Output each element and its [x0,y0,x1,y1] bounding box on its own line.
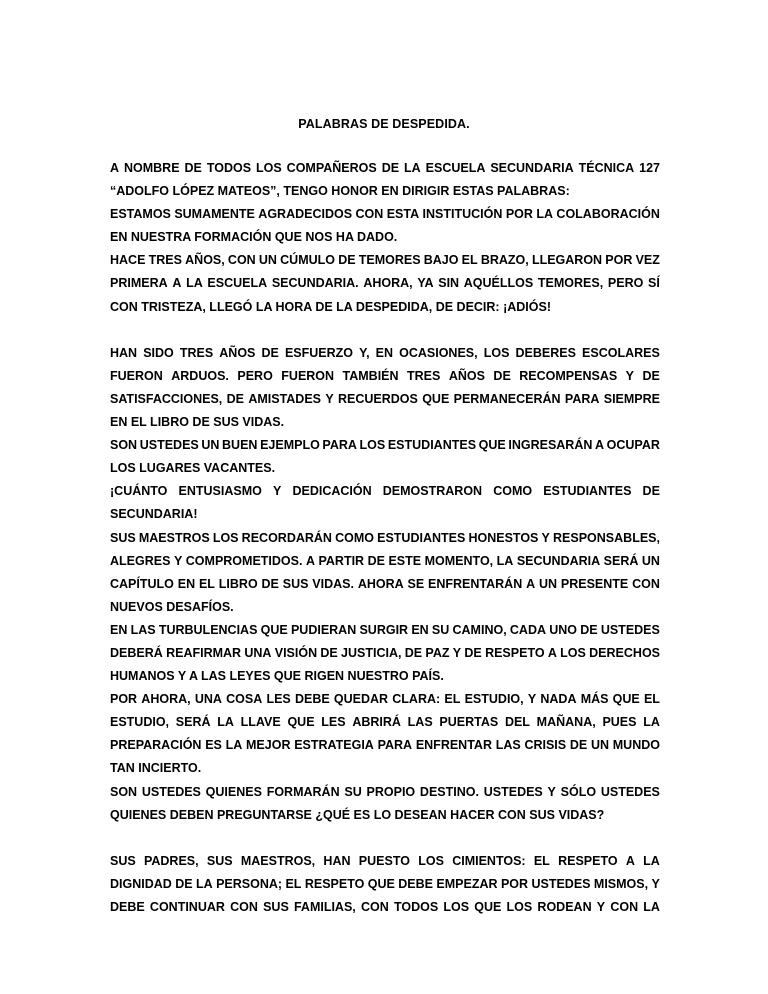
text-line: ESTAMOS SUMAMENTE AGRADECIDOS CON ESTA INSTITUCIÓN POR LA COLABORACIÓN [110,207,660,222]
paragraph [110,203,660,249]
paragraph [110,527,660,619]
text-line: HAN SIDO TRES AÑOS DE ESFUERZO Y, EN OCASIONES, LOS DEBERES ESCOLARES [110,345,660,360]
text-line: ALEGRES Y COMPROMETIDOS. A PARTIR DE ESTE MOMENTO, LA SECUNDARIA SERÁ UN [110,553,660,568]
text-line: EN EL LIBRO DE SUS VIDAS. [110,415,285,430]
text-line: SECUNDARIA! [110,507,198,522]
text-line: EN LAS TURBULENCIAS QUE PUDIERAN SURGIR EN SU CAMINO, CADA UNO DE USTEDES [110,622,660,637]
paragraph [110,688,660,780]
text-line: SON USTEDES UN BUEN EJEMPLO PARA LOS ESTUDIANTES QUE INGRESARÁN A OCUPAR [110,438,660,453]
page-title: PALABRAS DE DESPEDIDA. [298,117,470,131]
text-line: ESTUDIO, SERÁ LA LLAVE QUE LES ABRIRÁ LAS PUERTAS DEL MAÑANA, PUES LA [110,715,660,730]
text-line: FUERON ARDUOS. PERO FUERON TAMBIÉN TRES AÑOS DE RECOMPENSAS Y DE [110,368,660,383]
text-line: DEBERÁ REAFIRMAR UNA VISIÓN DE JUSTICIA, DE PAZ Y DE RESPETO A LOS DERECHOS [110,645,660,660]
text-line: SON USTEDES QUIENES FORMARÁN SU PROPIO DESTINO. USTEDES Y SÓLO USTEDES [110,784,660,799]
text-line: EN NUESTRA FORMACIÓN QUE NOS HA DADO. [110,230,398,245]
text-line: A NOMBRE DE TODOS LOS COMPAÑEROS DE LA ESCUELA SECUNDARIA TÉCNICA 127 [110,161,660,175]
document-body [110,157,660,919]
text-line: DIGNIDAD DE LA PERSONA; EL RESPETO QUE DEBE EMPEZAR POR USTEDES MISMOS, Y [110,876,660,891]
text-line: SATISFACCIONES, DE AMISTADES Y RECUERDOS QUE PERMANECERÁN PARA SIEMPRE [110,391,660,406]
paragraph [110,249,660,318]
text-line: QUIENES DEBEN PREGUNTARSE ¿QUÉ ES LO DESEAN HACER CON SUS VIDAS? [110,807,605,822]
text-line: HUMANOS Y A LAS LEYES QUE RIGEN NUESTRO PAÍS. [110,669,444,684]
paragraph [110,157,660,203]
text-line: CON TRISTEZA, LLEGÓ LA HORA DE LA DESPEDIDA, DE DECIR: ¡ADIÓS! [110,299,551,314]
text-line: PRIMERA A LA ESCUELA SECUNDARIA. AHORA, YA SIN AQUÉLLOS TEMORES, PERO SÍ [110,276,660,291]
paragraph [110,850,660,919]
paragraph [110,342,660,434]
text-line: DEBE CONTINUAR CON SUS FAMILIAS, CON TODOS LOS QUE LOS RODEAN Y CON LA [110,900,660,914]
text-line: NUEVOS DESAFÍOS. [110,599,234,614]
paragraph [110,619,660,688]
text-line: SUS MAESTROS LOS RECORDARÁN COMO ESTUDIANTES HONESTOS Y RESPONSABLES, [110,530,660,545]
text-line: CAPÍTULO EN EL LIBRO DE SUS VIDAS. AHORA SE ENFRENTARÁN A UN PRESENTE CON [110,576,660,591]
text-line: HACE TRES AÑOS, CON UN CÚMULO DE TEMORES BAJO EL BRAZO, LLEGARON POR VEZ [110,253,660,268]
text-line: “ADOLFO LÓPEZ MATEOS”, TENGO HONOR EN DIRIGIR ESTAS PALABRAS: [110,184,570,199]
text-line: SUS PADRES, SUS MAESTROS, HAN PUESTO LOS CIMIENTOS: EL RESPETO A LA [110,853,660,868]
text-line: ¡CUÁNTO ENTUSIASMO Y DEDICACIÓN DEMOSTRARON COMO ESTUDIANTES DE [110,484,660,499]
paragraph [110,480,660,526]
text-line: TAN INCIERTO. [110,761,202,776]
text-line: POR AHORA, UNA COSA LES DEBE QUEDAR CLARA: EL ESTUDIO, Y NADA MÁS QUE EL [110,692,660,707]
paragraph [110,434,660,480]
text-line: PREPARACIÓN ES LA MEJOR ESTRATEGIA PARA ENFRENTAR LAS CRISIS DE UN MUNDO [110,738,660,753]
text-line: LOS LUGARES VACANTES. [110,461,276,476]
paragraph [110,781,660,827]
